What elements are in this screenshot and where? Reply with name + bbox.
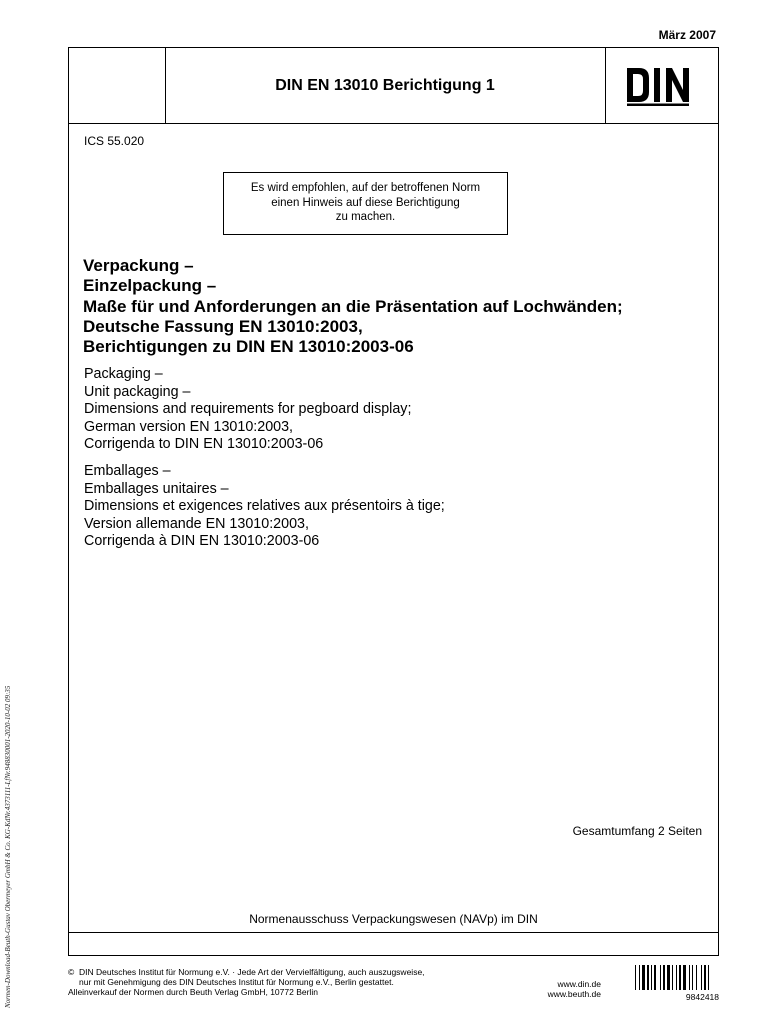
title-french-line: Emballages unitaires – bbox=[84, 480, 229, 497]
notice-line: einen Hinweis auf diese Berichtigung bbox=[271, 196, 460, 209]
ics-code: ICS 55.020 bbox=[84, 134, 145, 148]
footer-web-links bbox=[520, 979, 601, 999]
title-german-line: Verpackung – bbox=[83, 256, 194, 275]
document-title: DIN EN 13010 Berichtigung 1 bbox=[275, 77, 495, 94]
download-watermark: Normen-Download-Beuth-Gustav Obermeyer GmbH & Co. KG-KdNr.4373111-LfNr.948830001-2020-10-02 09:35 bbox=[4, 685, 12, 1008]
title-french-line: Corrigenda à DIN EN 13010:2003-06 bbox=[84, 533, 320, 549]
title-english-line: Corrigenda to DIN EN 13010:2003-06 bbox=[84, 436, 324, 452]
committee-name: Normenausschuss Verpackungswesen (NAVp) im DIN bbox=[249, 912, 538, 926]
title-english bbox=[84, 366, 411, 454]
total-pages: Gesamtumfang 2 Seiten bbox=[572, 824, 702, 838]
title-german-line: Maße für und Anforderungen an die Präsentation auf Lochwänden; bbox=[83, 296, 623, 316]
din-logo bbox=[625, 64, 693, 106]
document-frame bbox=[68, 47, 719, 956]
footer-line: nur mit Genehmigung des DIN Deutsches Institut für Normung e.V., Berlin gestattet. bbox=[79, 977, 394, 987]
frame-divider bbox=[69, 932, 718, 933]
beuth-website-link[interactable]: www.beuth.de bbox=[547, 989, 601, 999]
notice-box bbox=[223, 172, 508, 235]
notice-line: Es wird empfohlen, auf der betroffenen Norm bbox=[250, 182, 481, 194]
title-french-line: Dimensions et exigences relatives aux présentoirs à tige; bbox=[84, 498, 445, 514]
notice-line: zu machen. bbox=[335, 211, 396, 223]
title-french bbox=[84, 463, 445, 551]
title-german-line: Einzelpackung – bbox=[83, 276, 217, 296]
title-german-line: Berichtigungen zu DIN EN 13010:2003-06 bbox=[83, 337, 414, 357]
header-logo-cell bbox=[605, 48, 719, 123]
title-german bbox=[83, 256, 623, 357]
title-english-line: German version EN 13010:2003, bbox=[84, 418, 294, 435]
title-english-line: Unit packaging – bbox=[84, 383, 191, 400]
title-english-line: Dimensions and requirements for pegboard display; bbox=[84, 401, 412, 417]
title-german-line: Deutsche Fassung EN 13010:2003, bbox=[83, 316, 363, 336]
din-website-link[interactable]: www.din.de bbox=[557, 979, 601, 989]
barcode-number: 9842418 bbox=[685, 992, 719, 1002]
footer-line: Alleinverkauf der Normen durch Beuth Verlag GmbH, 10772 Berlin bbox=[68, 987, 318, 997]
header-row bbox=[69, 48, 718, 124]
title-english-line: Packaging – bbox=[84, 366, 163, 382]
issue-date: März 2007 bbox=[658, 28, 716, 42]
title-french-line: Version allemande EN 13010:2003, bbox=[84, 515, 309, 532]
header-left-cell bbox=[69, 48, 166, 123]
copyright-symbol: © bbox=[68, 967, 75, 977]
barcode-icon bbox=[635, 965, 719, 990]
title-french-line: Emballages – bbox=[84, 463, 171, 479]
footer-line: DIN Deutsches Institut für Normung e.V. · Jede Art der Vervielfältigung, auch auszugsweise, bbox=[79, 967, 425, 977]
footer-copyright bbox=[68, 967, 425, 997]
